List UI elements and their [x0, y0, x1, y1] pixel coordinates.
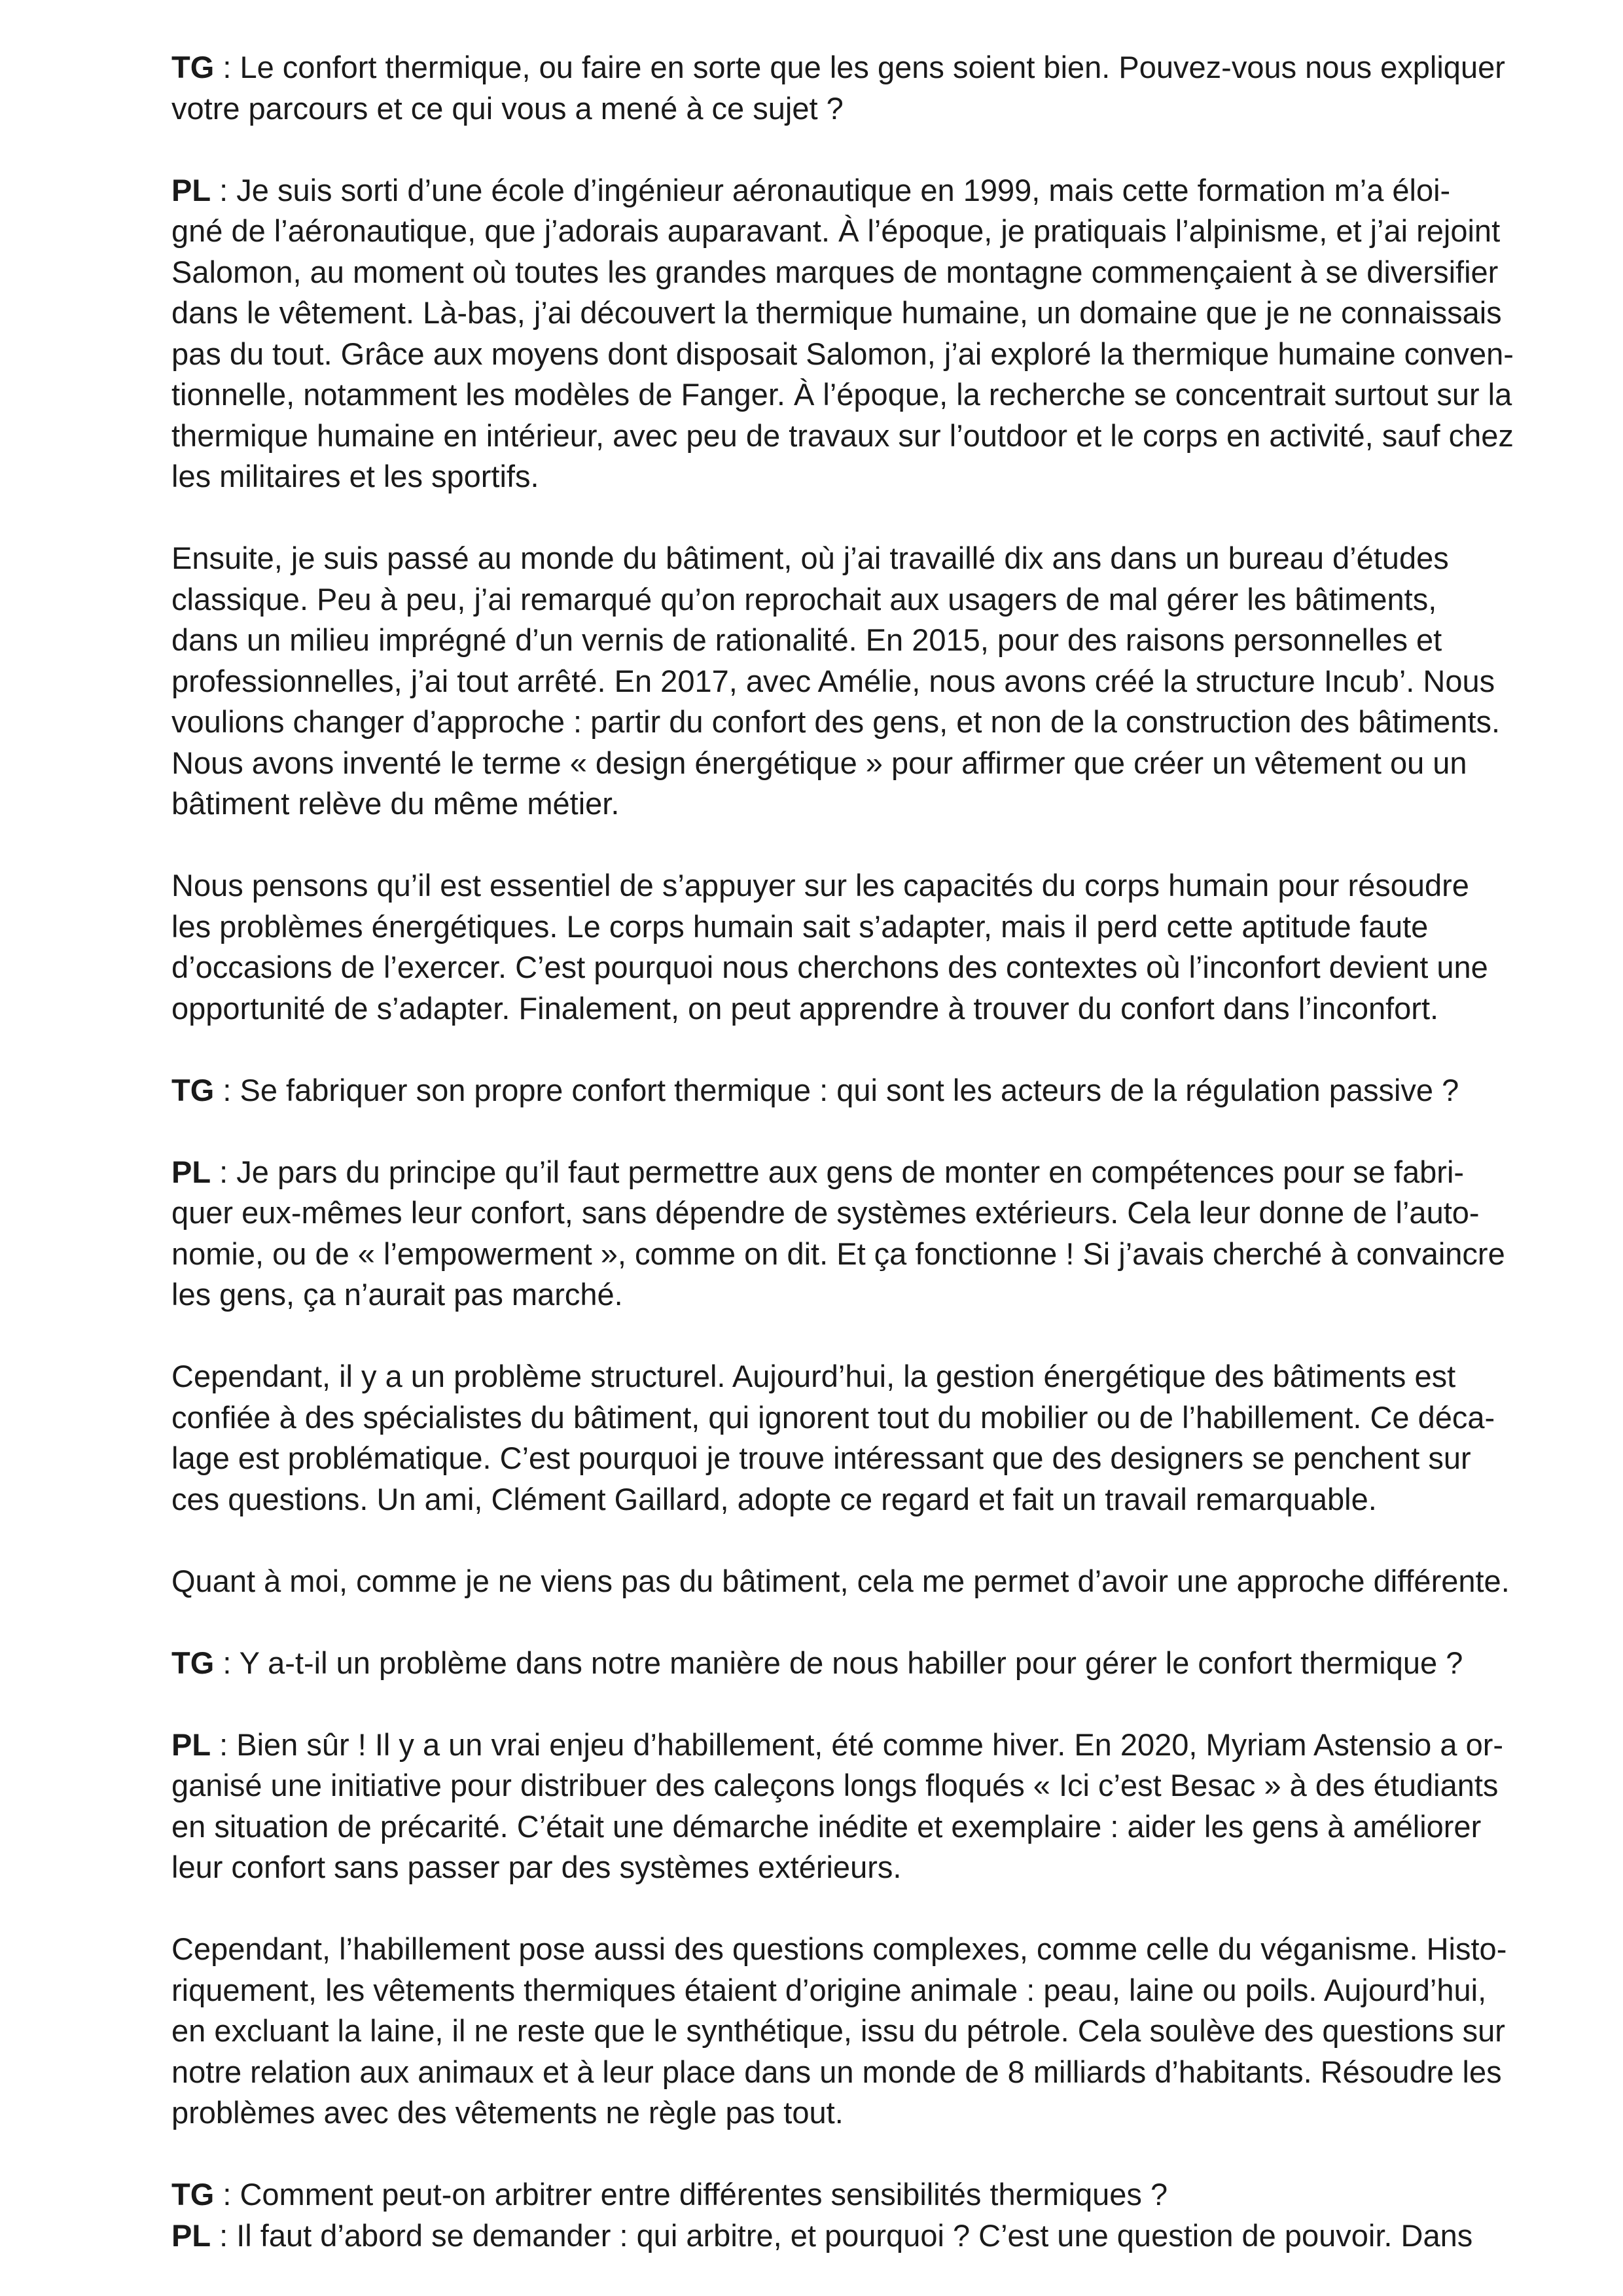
- speaker-separator: :: [211, 1727, 237, 1762]
- text-line: Cependant, l’habillement pose aussi des questions complexes, comme celle du véganisme. Histo-: [171, 1931, 1507, 1966]
- speaker-label: PL: [171, 172, 211, 207]
- interview-document: [171, 47, 1598, 2256]
- text-line: ces questions. Un ami, Clément Gaillard, adopte ce regard et fait un travail remarquable.: [171, 1481, 1377, 1516]
- text-line: en excluant la laine, il ne reste que le synthétique, issu du pétrole. Cela soulève des questions sur: [171, 2013, 1505, 2048]
- text-line: les gens, ça n’aurait pas marché.: [171, 1277, 623, 1312]
- text-line: Nous avons inventé le terme « design énergétique » pour affirmer que créer un vêtement ou un: [171, 745, 1467, 780]
- speaker-label: TG: [171, 1645, 215, 1680]
- text-line: Le confort thermique, ou faire en sorte que les gens soient bien. Pouvez-vous nous expliquer: [240, 50, 1505, 84]
- speaker-label: TG: [171, 2177, 215, 2212]
- answer-paragraph: [171, 865, 1598, 1029]
- answer-paragraph: [171, 170, 1598, 497]
- text-line: thermique humaine en intérieur, avec peu de travaux sur l’outdoor et le corps en activité, sauf chez: [171, 418, 1514, 453]
- text-line: lage est problématique. C’est pourquoi je trouve intéressant que des designers se penchent sur: [171, 1441, 1471, 1475]
- text-line: pas du tout. Grâce aux moyens dont disposait Salomon, j’ai exploré la thermique humaine conven-: [171, 336, 1514, 371]
- answer-paragraph: [171, 538, 1598, 825]
- text-line: Je pars du principe qu’il faut permettre aux gens de monter en compétences pour se fabri-: [236, 1154, 1465, 1189]
- text-line: Se fabriquer son propre confort thermique : qui sont les acteurs de la régulation passive ?: [240, 1072, 1459, 1107]
- text-line: quer eux-mêmes leur confort, sans dépendre de systèmes extérieurs. Cela leur donne de l’auto-: [171, 1195, 1480, 1230]
- text-line: gné de l’aéronautique, que j’adorais auparavant. À l’époque, je pratiquais l’alpinisme, et j’ai rejoint: [171, 213, 1501, 248]
- text-line: les militaires et les sportifs.: [171, 459, 539, 493]
- answer-paragraph: [171, 1725, 1598, 1888]
- text-line: problèmes avec des vêtements ne règle pas tout.: [171, 2095, 844, 2130]
- text-line: Il faut d’abord se demander : qui arbitre, et pourquoi ? C’est une question de pouvoir. Dans: [236, 2217, 1473, 2253]
- speaker-separator: :: [214, 50, 240, 84]
- text-line: Ensuite, je suis passé au monde du bâtiment, où j’ai travaillé dix ans dans un bureau d’études: [171, 541, 1449, 575]
- question-paragraph: [171, 1643, 1598, 1684]
- speaker-label: TG: [171, 50, 215, 84]
- text-line: bâtiment relève du même métier.: [171, 786, 620, 821]
- text-line: tionnelle, notamment les modèles de Fanger. À l’époque, la recherche se concentrait surtout sur la: [171, 377, 1512, 412]
- speaker-separator: :: [214, 2177, 240, 2212]
- text-line: leur confort sans passer par des systèmes extérieurs.: [171, 1850, 902, 1884]
- answer-paragraph: [171, 1152, 1598, 1316]
- question-paragraph: [171, 47, 1598, 129]
- text-line: Nous pensons qu’il est essentiel de s’appuyer sur les capacités du corps humain pour résoudre: [171, 868, 1469, 903]
- text-line: d’occasions de l’exercer. C’est pourquoi nous cherchons des contextes où l’inconfort devient une: [171, 950, 1488, 984]
- speaker-separator: :: [214, 1072, 240, 1107]
- answer-paragraph: [171, 1356, 1598, 1520]
- speaker-separator: :: [211, 1154, 237, 1189]
- speaker-label: PL: [171, 1727, 211, 1762]
- text-line: les problèmes énergétiques. Le corps humain sait s’adapter, mais il perd cette aptitude faute: [171, 908, 1429, 944]
- text-line: professionnelles, j’ai tout arrêté. En 2017, avec Amélie, nous avons créé la structure Incub’. Nous: [171, 663, 1495, 698]
- text-line: Bien sûr ! Il y a un vrai enjeu d’habillement, été comme hiver. En 2020, Myriam Astensio a or-: [236, 1727, 1504, 1762]
- answer-paragraph: [171, 1561, 1598, 1602]
- text-line: notre relation aux animaux et à leur place dans un monde de 8 milliards d’habitants. Résoudre les: [171, 2054, 1502, 2089]
- question-paragraph: [171, 1070, 1598, 1111]
- speaker-label: PL: [171, 1154, 211, 1189]
- question-paragraph: [171, 2174, 1598, 2215]
- text-line: nomie, ou de « l’empowerment », comme on dit. Et ça fonctionne ! Si j’avais cherché à convaincre: [171, 1236, 1505, 1271]
- text-line: opportunité de s’adapter. Finalement, on peut apprendre à trouver du confort dans l’inconfort.: [171, 990, 1439, 1026]
- answer-paragraph: [171, 2215, 1598, 2257]
- text-line: en situation de précarité. C’était une démarche inédite et exemplaire : aider les gens à améliorer: [171, 1808, 1482, 1844]
- speaker-separator: :: [214, 1645, 240, 1680]
- text-line: votre parcours et ce qui vous a mené à ce sujet ?: [171, 90, 844, 126]
- text-line: Salomon, au moment où toutes les grandes marques de montagne commençaient à se diversifier: [171, 254, 1499, 289]
- speaker-label: PL: [171, 2217, 211, 2253]
- answer-paragraph: [171, 1929, 1598, 2134]
- text-line: confiée à des spécialistes du bâtiment, qui ignorent tout du mobilier ou de l’habillement. Ce déca-: [171, 1399, 1495, 1435]
- speaker-separator: :: [211, 2217, 237, 2253]
- text-line: ganisé une initiative pour distribuer des caleçons longs floqués « Ici c’est Besac » à des étudiants: [171, 1768, 1499, 1803]
- text-line: Comment peut-on arbitrer entre différentes sensibilités thermiques ?: [240, 2177, 1168, 2212]
- text-line: Je suis sorti d’une école d’ingénieur aéronautique en 1999, mais cette formation m’a éloi-: [236, 172, 1451, 207]
- text-line: dans un milieu imprégné d’un vernis de rationalité. En 2015, pour des raisons personnelles et: [171, 622, 1442, 657]
- text-line: voulions changer d’approche : partir du confort des gens, et non de la construction des bâtiments.: [171, 704, 1501, 739]
- text-line: riquement, les vêtements thermiques étaient d’origine animale : peau, laine ou poils. Aujourd’hui,: [171, 1972, 1487, 2007]
- text-line: dans le vêtement. Là-bas, j’ai découvert la thermique humaine, un domaine que je ne connaissais: [171, 295, 1502, 330]
- text-line: classique. Peu à peu, j’ai remarqué qu’on reprochait aux usagers de mal gérer les bâtiments,: [171, 581, 1437, 617]
- speaker-label: TG: [171, 1072, 215, 1107]
- speaker-separator: :: [211, 172, 237, 207]
- text-line: Y a-t-il un problème dans notre manière de nous habiller pour gérer le confort thermique ?: [239, 1645, 1463, 1680]
- text-line: Quant à moi, comme je ne viens pas du bâtiment, cela me permet d’avoir une approche différente.: [171, 1563, 1510, 1598]
- text-line: Cependant, il y a un problème structurel. Aujourd’hui, la gestion énergétique des bâtiments est: [171, 1359, 1456, 1393]
